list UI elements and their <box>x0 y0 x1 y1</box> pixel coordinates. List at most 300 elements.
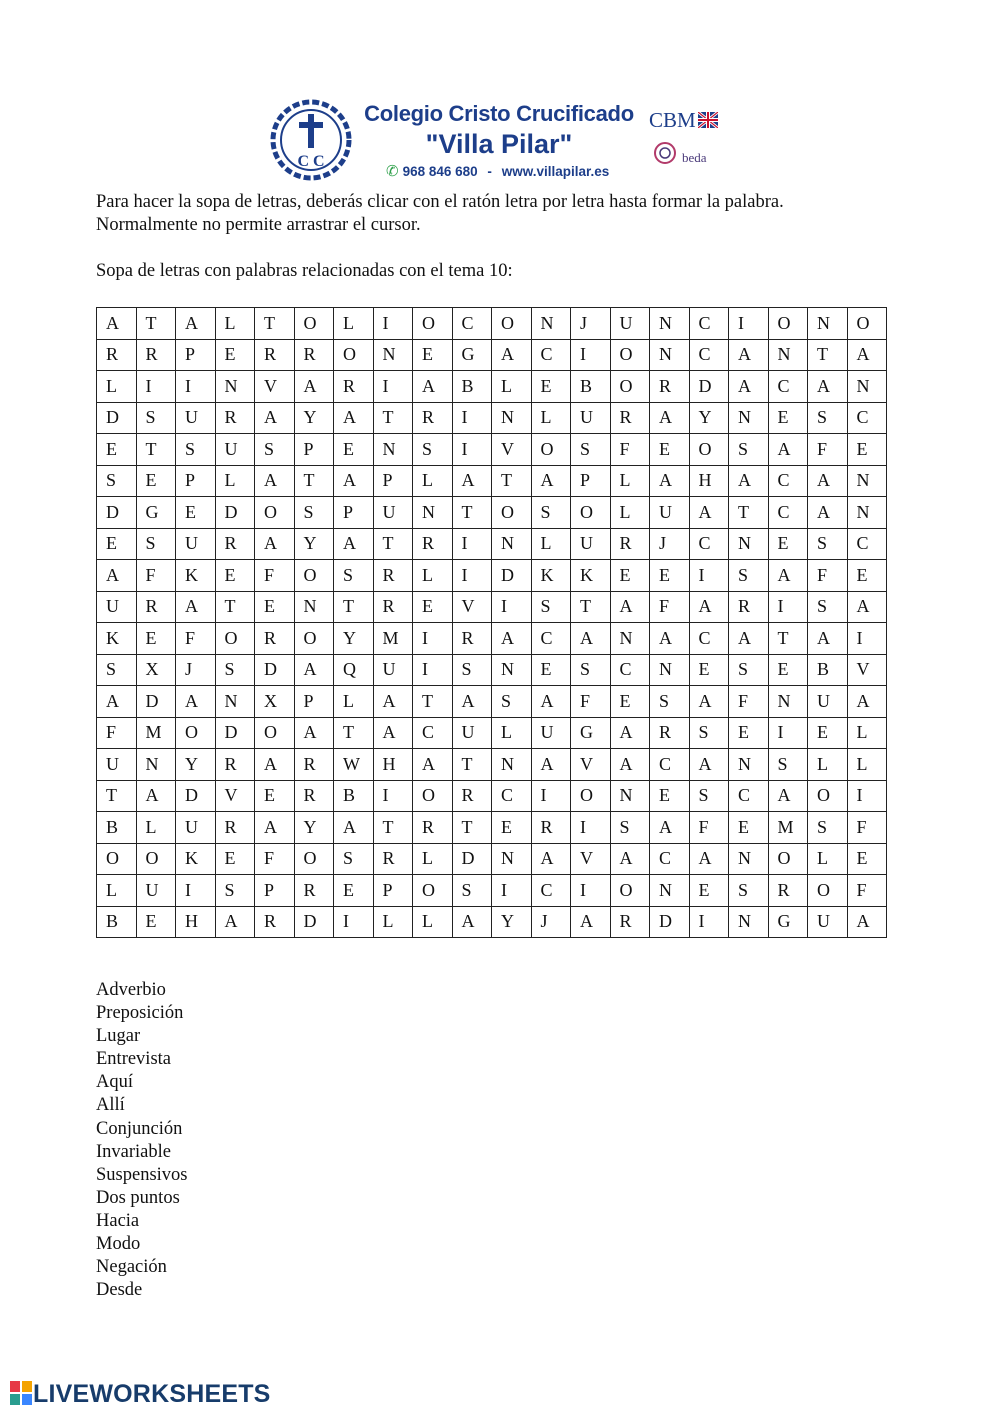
grid-letter-cell[interactable]: T <box>373 528 413 560</box>
grid-letter-cell[interactable]: A <box>215 906 255 938</box>
grid-letter-cell[interactable]: O <box>689 434 729 466</box>
grid-letter-cell[interactable]: D <box>97 402 137 434</box>
grid-letter-cell[interactable]: R <box>452 780 492 812</box>
grid-letter-cell[interactable]: A <box>294 654 334 686</box>
grid-letter-cell[interactable]: R <box>215 528 255 560</box>
grid-letter-cell[interactable]: J <box>531 906 571 938</box>
grid-letter-cell[interactable]: N <box>847 371 887 403</box>
grid-letter-cell[interactable]: U <box>531 717 571 749</box>
grid-letter-cell[interactable]: E <box>136 906 176 938</box>
grid-letter-cell[interactable]: N <box>215 371 255 403</box>
grid-letter-cell[interactable]: A <box>176 591 216 623</box>
grid-letter-cell[interactable]: A <box>413 371 453 403</box>
grid-letter-cell[interactable]: E <box>768 402 808 434</box>
grid-letter-cell[interactable]: O <box>413 780 453 812</box>
grid-letter-cell[interactable]: D <box>294 906 334 938</box>
grid-letter-cell[interactable]: S <box>452 654 492 686</box>
grid-letter-cell[interactable]: R <box>136 591 176 623</box>
grid-letter-cell[interactable]: D <box>452 843 492 875</box>
grid-letter-cell[interactable]: N <box>492 654 532 686</box>
grid-letter-cell[interactable]: L <box>610 465 650 497</box>
grid-letter-cell[interactable]: V <box>571 843 611 875</box>
grid-letter-cell[interactable]: A <box>689 749 729 781</box>
grid-letter-cell[interactable]: S <box>531 497 571 529</box>
grid-letter-cell[interactable]: Y <box>294 812 334 844</box>
grid-letter-cell[interactable]: S <box>729 654 769 686</box>
grid-letter-cell[interactable]: I <box>176 371 216 403</box>
grid-letter-cell[interactable]: S <box>689 717 729 749</box>
grid-letter-cell[interactable]: O <box>413 875 453 907</box>
grid-letter-cell[interactable]: A <box>531 465 571 497</box>
grid-letter-cell[interactable]: N <box>492 843 532 875</box>
grid-letter-cell[interactable]: N <box>413 497 453 529</box>
grid-letter-cell[interactable]: O <box>294 308 334 340</box>
grid-letter-cell[interactable]: T <box>492 465 532 497</box>
grid-letter-cell[interactable]: D <box>136 686 176 718</box>
grid-letter-cell[interactable]: A <box>413 749 453 781</box>
grid-letter-cell[interactable]: T <box>334 717 374 749</box>
grid-letter-cell[interactable]: O <box>492 497 532 529</box>
grid-letter-cell[interactable]: S <box>650 686 690 718</box>
grid-letter-cell[interactable]: E <box>650 434 690 466</box>
grid-letter-cell[interactable]: I <box>571 875 611 907</box>
grid-letter-cell[interactable]: I <box>729 308 769 340</box>
grid-letter-cell[interactable]: S <box>255 434 295 466</box>
grid-letter-cell[interactable]: X <box>255 686 295 718</box>
grid-letter-cell[interactable]: D <box>215 717 255 749</box>
grid-letter-cell[interactable]: S <box>808 812 848 844</box>
grid-letter-cell[interactable]: L <box>808 749 848 781</box>
grid-letter-cell[interactable]: N <box>768 339 808 371</box>
grid-letter-cell[interactable]: S <box>215 875 255 907</box>
grid-letter-cell[interactable]: S <box>808 402 848 434</box>
grid-letter-cell[interactable]: I <box>136 371 176 403</box>
grid-letter-cell[interactable]: T <box>255 308 295 340</box>
grid-letter-cell[interactable]: V <box>847 654 887 686</box>
grid-letter-cell[interactable]: A <box>294 371 334 403</box>
grid-letter-cell[interactable]: U <box>176 528 216 560</box>
grid-letter-cell[interactable]: D <box>650 906 690 938</box>
grid-letter-cell[interactable]: S <box>689 780 729 812</box>
grid-letter-cell[interactable]: G <box>768 906 808 938</box>
grid-letter-cell[interactable]: R <box>373 591 413 623</box>
grid-letter-cell[interactable]: C <box>650 843 690 875</box>
grid-letter-cell[interactable]: R <box>768 875 808 907</box>
grid-letter-cell[interactable]: A <box>334 812 374 844</box>
grid-letter-cell[interactable]: F <box>136 560 176 592</box>
grid-letter-cell[interactable]: E <box>768 528 808 560</box>
grid-letter-cell[interactable]: U <box>373 497 413 529</box>
grid-letter-cell[interactable]: R <box>255 906 295 938</box>
grid-letter-cell[interactable]: F <box>808 434 848 466</box>
grid-letter-cell[interactable]: B <box>571 371 611 403</box>
grid-letter-cell[interactable]: E <box>492 812 532 844</box>
grid-letter-cell[interactable]: S <box>729 434 769 466</box>
grid-letter-cell[interactable]: N <box>650 308 690 340</box>
grid-letter-cell[interactable]: L <box>136 812 176 844</box>
grid-letter-cell[interactable]: E <box>413 339 453 371</box>
grid-letter-cell[interactable]: A <box>610 591 650 623</box>
grid-letter-cell[interactable]: U <box>571 402 611 434</box>
grid-letter-cell[interactable]: A <box>808 465 848 497</box>
grid-letter-cell[interactable]: R <box>294 749 334 781</box>
grid-letter-cell[interactable]: O <box>768 308 808 340</box>
grid-letter-cell[interactable]: A <box>492 339 532 371</box>
grid-letter-cell[interactable]: I <box>452 402 492 434</box>
grid-letter-cell[interactable]: L <box>610 497 650 529</box>
grid-letter-cell[interactable]: A <box>97 308 137 340</box>
grid-letter-cell[interactable]: V <box>215 780 255 812</box>
grid-letter-cell[interactable]: T <box>571 591 611 623</box>
grid-letter-cell[interactable]: U <box>373 654 413 686</box>
grid-letter-cell[interactable]: L <box>808 843 848 875</box>
grid-letter-cell[interactable]: I <box>492 591 532 623</box>
grid-letter-cell[interactable]: O <box>847 308 887 340</box>
grid-letter-cell[interactable]: T <box>452 749 492 781</box>
grid-letter-cell[interactable]: P <box>373 465 413 497</box>
grid-letter-cell[interactable]: E <box>215 339 255 371</box>
grid-letter-cell[interactable]: O <box>294 623 334 655</box>
grid-letter-cell[interactable]: A <box>847 906 887 938</box>
grid-letter-cell[interactable]: O <box>176 717 216 749</box>
grid-letter-cell[interactable]: N <box>294 591 334 623</box>
grid-letter-cell[interactable]: A <box>650 402 690 434</box>
grid-letter-cell[interactable]: R <box>452 623 492 655</box>
grid-letter-cell[interactable]: R <box>413 812 453 844</box>
grid-letter-cell[interactable]: S <box>215 654 255 686</box>
grid-letter-cell[interactable]: A <box>689 843 729 875</box>
grid-letter-cell[interactable]: I <box>373 308 413 340</box>
grid-letter-cell[interactable]: A <box>650 623 690 655</box>
grid-letter-cell[interactable]: E <box>689 654 729 686</box>
grid-letter-cell[interactable]: B <box>334 780 374 812</box>
grid-letter-cell[interactable]: T <box>334 591 374 623</box>
grid-letter-cell[interactable]: T <box>97 780 137 812</box>
grid-letter-cell[interactable]: K <box>571 560 611 592</box>
grid-letter-cell[interactable]: I <box>334 906 374 938</box>
grid-letter-cell[interactable]: A <box>610 749 650 781</box>
grid-letter-cell[interactable]: L <box>413 843 453 875</box>
grid-letter-cell[interactable]: S <box>176 434 216 466</box>
grid-letter-cell[interactable]: B <box>808 654 848 686</box>
grid-letter-cell[interactable]: N <box>847 497 887 529</box>
grid-letter-cell[interactable]: N <box>373 339 413 371</box>
grid-letter-cell[interactable]: A <box>729 371 769 403</box>
grid-letter-cell[interactable]: F <box>255 843 295 875</box>
grid-letter-cell[interactable]: O <box>492 308 532 340</box>
grid-letter-cell[interactable]: I <box>847 623 887 655</box>
grid-letter-cell[interactable]: O <box>768 843 808 875</box>
grid-letter-cell[interactable]: P <box>373 875 413 907</box>
grid-letter-cell[interactable]: A <box>610 843 650 875</box>
grid-letter-cell[interactable]: F <box>808 560 848 592</box>
grid-letter-cell[interactable]: V <box>452 591 492 623</box>
grid-letter-cell[interactable]: K <box>176 843 216 875</box>
grid-letter-cell[interactable]: E <box>729 812 769 844</box>
grid-letter-cell[interactable]: H <box>689 465 729 497</box>
grid-letter-cell[interactable]: S <box>729 875 769 907</box>
grid-letter-cell[interactable]: L <box>215 308 255 340</box>
grid-letter-cell[interactable]: N <box>650 339 690 371</box>
grid-letter-cell[interactable]: L <box>531 402 571 434</box>
grid-letter-cell[interactable]: S <box>808 591 848 623</box>
grid-letter-cell[interactable]: U <box>650 497 690 529</box>
grid-letter-cell[interactable]: A <box>531 749 571 781</box>
grid-letter-cell[interactable]: E <box>847 560 887 592</box>
grid-letter-cell[interactable]: L <box>413 906 453 938</box>
grid-letter-cell[interactable]: A <box>97 560 137 592</box>
grid-letter-cell[interactable]: S <box>729 560 769 592</box>
grid-letter-cell[interactable]: G <box>571 717 611 749</box>
grid-letter-cell[interactable]: E <box>610 560 650 592</box>
grid-letter-cell[interactable]: F <box>571 686 611 718</box>
grid-letter-cell[interactable]: N <box>373 434 413 466</box>
grid-letter-cell[interactable]: P <box>176 339 216 371</box>
grid-letter-cell[interactable]: G <box>452 339 492 371</box>
grid-letter-cell[interactable]: R <box>373 843 413 875</box>
grid-letter-cell[interactable]: F <box>729 686 769 718</box>
grid-letter-cell[interactable]: C <box>847 402 887 434</box>
grid-letter-cell[interactable]: L <box>373 906 413 938</box>
grid-letter-cell[interactable]: R <box>294 780 334 812</box>
grid-letter-cell[interactable]: D <box>215 497 255 529</box>
grid-letter-cell[interactable]: L <box>215 465 255 497</box>
grid-letter-cell[interactable]: R <box>215 749 255 781</box>
grid-letter-cell[interactable]: A <box>808 623 848 655</box>
grid-letter-cell[interactable]: F <box>650 591 690 623</box>
grid-letter-cell[interactable]: E <box>689 875 729 907</box>
grid-letter-cell[interactable]: L <box>413 465 453 497</box>
grid-letter-cell[interactable]: S <box>452 875 492 907</box>
grid-letter-cell[interactable]: S <box>531 591 571 623</box>
grid-letter-cell[interactable]: L <box>847 717 887 749</box>
grid-letter-cell[interactable]: N <box>729 906 769 938</box>
grid-letter-cell[interactable]: D <box>492 560 532 592</box>
grid-letter-cell[interactable]: M <box>136 717 176 749</box>
grid-letter-cell[interactable]: L <box>334 686 374 718</box>
grid-letter-cell[interactable]: U <box>136 875 176 907</box>
grid-letter-cell[interactable]: S <box>413 434 453 466</box>
grid-letter-cell[interactable]: A <box>452 686 492 718</box>
grid-letter-cell[interactable]: R <box>531 812 571 844</box>
grid-letter-cell[interactable]: I <box>768 591 808 623</box>
grid-letter-cell[interactable]: S <box>808 528 848 560</box>
grid-letter-cell[interactable]: N <box>729 843 769 875</box>
grid-letter-cell[interactable]: R <box>255 339 295 371</box>
grid-letter-cell[interactable]: Y <box>176 749 216 781</box>
grid-letter-cell[interactable]: B <box>97 812 137 844</box>
grid-letter-cell[interactable]: F <box>176 623 216 655</box>
grid-letter-cell[interactable]: N <box>808 308 848 340</box>
grid-letter-cell[interactable]: A <box>689 497 729 529</box>
grid-letter-cell[interactable]: W <box>334 749 374 781</box>
grid-letter-cell[interactable]: L <box>847 749 887 781</box>
grid-letter-cell[interactable]: S <box>136 528 176 560</box>
grid-letter-cell[interactable]: S <box>334 843 374 875</box>
grid-letter-cell[interactable]: R <box>650 371 690 403</box>
grid-letter-cell[interactable]: R <box>650 717 690 749</box>
grid-letter-cell[interactable]: A <box>571 623 611 655</box>
grid-letter-cell[interactable]: R <box>413 528 453 560</box>
grid-letter-cell[interactable]: E <box>215 843 255 875</box>
grid-letter-cell[interactable]: N <box>847 465 887 497</box>
grid-letter-cell[interactable]: A <box>729 465 769 497</box>
grid-letter-cell[interactable]: U <box>97 591 137 623</box>
grid-letter-cell[interactable]: H <box>176 906 216 938</box>
grid-letter-cell[interactable]: A <box>334 402 374 434</box>
grid-letter-cell[interactable]: C <box>847 528 887 560</box>
grid-letter-cell[interactable]: D <box>176 780 216 812</box>
grid-letter-cell[interactable]: E <box>729 717 769 749</box>
grid-letter-cell[interactable]: A <box>255 402 295 434</box>
grid-letter-cell[interactable]: A <box>334 465 374 497</box>
grid-letter-cell[interactable]: T <box>136 308 176 340</box>
grid-letter-cell[interactable]: R <box>729 591 769 623</box>
grid-letter-cell[interactable]: L <box>531 528 571 560</box>
grid-letter-cell[interactable]: A <box>689 591 729 623</box>
grid-letter-cell[interactable]: E <box>847 843 887 875</box>
grid-letter-cell[interactable]: V <box>571 749 611 781</box>
grid-letter-cell[interactable]: O <box>215 623 255 655</box>
grid-letter-cell[interactable]: N <box>729 402 769 434</box>
grid-letter-cell[interactable]: P <box>294 686 334 718</box>
grid-letter-cell[interactable]: I <box>452 528 492 560</box>
grid-letter-cell[interactable]: T <box>452 497 492 529</box>
grid-letter-cell[interactable]: S <box>97 654 137 686</box>
grid-letter-cell[interactable]: O <box>571 780 611 812</box>
grid-letter-cell[interactable]: C <box>689 623 729 655</box>
grid-letter-cell[interactable]: C <box>413 717 453 749</box>
grid-letter-cell[interactable]: A <box>531 686 571 718</box>
grid-letter-cell[interactable]: R <box>255 623 295 655</box>
grid-letter-cell[interactable]: I <box>531 780 571 812</box>
grid-letter-cell[interactable]: A <box>847 339 887 371</box>
grid-letter-cell[interactable]: A <box>255 749 295 781</box>
grid-letter-cell[interactable]: R <box>610 528 650 560</box>
grid-letter-cell[interactable]: I <box>847 780 887 812</box>
grid-letter-cell[interactable]: A <box>808 497 848 529</box>
grid-letter-cell[interactable]: T <box>136 434 176 466</box>
grid-letter-cell[interactable]: I <box>176 875 216 907</box>
grid-letter-cell[interactable]: E <box>334 434 374 466</box>
grid-letter-cell[interactable]: O <box>610 339 650 371</box>
grid-letter-cell[interactable]: P <box>334 497 374 529</box>
grid-letter-cell[interactable]: E <box>650 560 690 592</box>
grid-letter-cell[interactable]: D <box>97 497 137 529</box>
grid-letter-cell[interactable]: A <box>452 465 492 497</box>
grid-letter-cell[interactable]: O <box>136 843 176 875</box>
grid-letter-cell[interactable]: E <box>255 780 295 812</box>
grid-letter-cell[interactable]: E <box>215 560 255 592</box>
grid-letter-cell[interactable]: A <box>847 686 887 718</box>
grid-letter-cell[interactable]: A <box>294 717 334 749</box>
grid-letter-cell[interactable]: L <box>334 308 374 340</box>
grid-letter-cell[interactable]: A <box>650 812 690 844</box>
grid-letter-cell[interactable]: E <box>531 371 571 403</box>
grid-letter-cell[interactable]: S <box>492 686 532 718</box>
grid-letter-cell[interactable]: E <box>97 528 137 560</box>
grid-letter-cell[interactable]: A <box>492 623 532 655</box>
grid-letter-cell[interactable]: C <box>768 371 808 403</box>
grid-letter-cell[interactable]: S <box>610 812 650 844</box>
grid-letter-cell[interactable]: V <box>492 434 532 466</box>
grid-letter-cell[interactable]: U <box>808 906 848 938</box>
grid-letter-cell[interactable]: R <box>215 812 255 844</box>
grid-letter-cell[interactable]: L <box>97 875 137 907</box>
grid-letter-cell[interactable]: E <box>610 686 650 718</box>
grid-letter-cell[interactable]: C <box>492 780 532 812</box>
grid-letter-cell[interactable]: F <box>97 717 137 749</box>
grid-letter-cell[interactable]: R <box>136 339 176 371</box>
grid-letter-cell[interactable]: E <box>255 591 295 623</box>
grid-letter-cell[interactable]: I <box>768 717 808 749</box>
grid-letter-cell[interactable]: L <box>413 560 453 592</box>
grid-letter-cell[interactable]: A <box>768 434 808 466</box>
grid-letter-cell[interactable]: K <box>97 623 137 655</box>
grid-letter-cell[interactable]: O <box>808 780 848 812</box>
grid-letter-cell[interactable]: T <box>215 591 255 623</box>
grid-letter-cell[interactable]: S <box>571 434 611 466</box>
grid-letter-cell[interactable]: A <box>97 686 137 718</box>
grid-letter-cell[interactable]: H <box>373 749 413 781</box>
grid-letter-cell[interactable]: Y <box>492 906 532 938</box>
grid-letter-cell[interactable]: Y <box>294 528 334 560</box>
grid-letter-cell[interactable]: G <box>136 497 176 529</box>
grid-letter-cell[interactable]: O <box>531 434 571 466</box>
grid-letter-cell[interactable]: R <box>97 339 137 371</box>
grid-letter-cell[interactable]: L <box>492 371 532 403</box>
grid-letter-cell[interactable]: N <box>650 875 690 907</box>
grid-letter-cell[interactable]: P <box>176 465 216 497</box>
grid-letter-cell[interactable]: B <box>97 906 137 938</box>
grid-letter-cell[interactable]: E <box>768 654 808 686</box>
grid-letter-cell[interactable]: I <box>373 780 413 812</box>
grid-letter-cell[interactable]: J <box>176 654 216 686</box>
grid-letter-cell[interactable]: C <box>729 780 769 812</box>
grid-letter-cell[interactable]: I <box>571 812 611 844</box>
grid-letter-cell[interactable]: C <box>689 528 729 560</box>
grid-letter-cell[interactable]: U <box>215 434 255 466</box>
grid-letter-cell[interactable]: I <box>689 560 729 592</box>
grid-letter-cell[interactable]: F <box>255 560 295 592</box>
grid-letter-cell[interactable]: R <box>215 402 255 434</box>
grid-letter-cell[interactable]: N <box>136 749 176 781</box>
grid-letter-cell[interactable]: R <box>334 371 374 403</box>
grid-letter-cell[interactable]: O <box>413 308 453 340</box>
grid-letter-cell[interactable]: N <box>610 780 650 812</box>
grid-letter-cell[interactable]: Y <box>294 402 334 434</box>
grid-letter-cell[interactable]: U <box>97 749 137 781</box>
grid-letter-cell[interactable]: C <box>531 875 571 907</box>
grid-letter-cell[interactable]: F <box>610 434 650 466</box>
grid-letter-cell[interactable]: P <box>294 434 334 466</box>
grid-letter-cell[interactable]: C <box>650 749 690 781</box>
grid-letter-cell[interactable]: T <box>452 812 492 844</box>
grid-letter-cell[interactable]: O <box>610 371 650 403</box>
grid-letter-cell[interactable]: T <box>729 497 769 529</box>
grid-letter-cell[interactable]: C <box>452 308 492 340</box>
grid-letter-cell[interactable]: Y <box>334 623 374 655</box>
grid-letter-cell[interactable]: S <box>294 497 334 529</box>
grid-letter-cell[interactable]: T <box>373 402 413 434</box>
grid-letter-cell[interactable]: C <box>531 339 571 371</box>
grid-letter-cell[interactable]: R <box>294 875 334 907</box>
grid-letter-cell[interactable]: O <box>294 560 334 592</box>
grid-letter-cell[interactable]: Y <box>689 402 729 434</box>
grid-letter-cell[interactable]: F <box>847 812 887 844</box>
grid-letter-cell[interactable]: D <box>689 371 729 403</box>
grid-letter-cell[interactable]: S <box>768 749 808 781</box>
